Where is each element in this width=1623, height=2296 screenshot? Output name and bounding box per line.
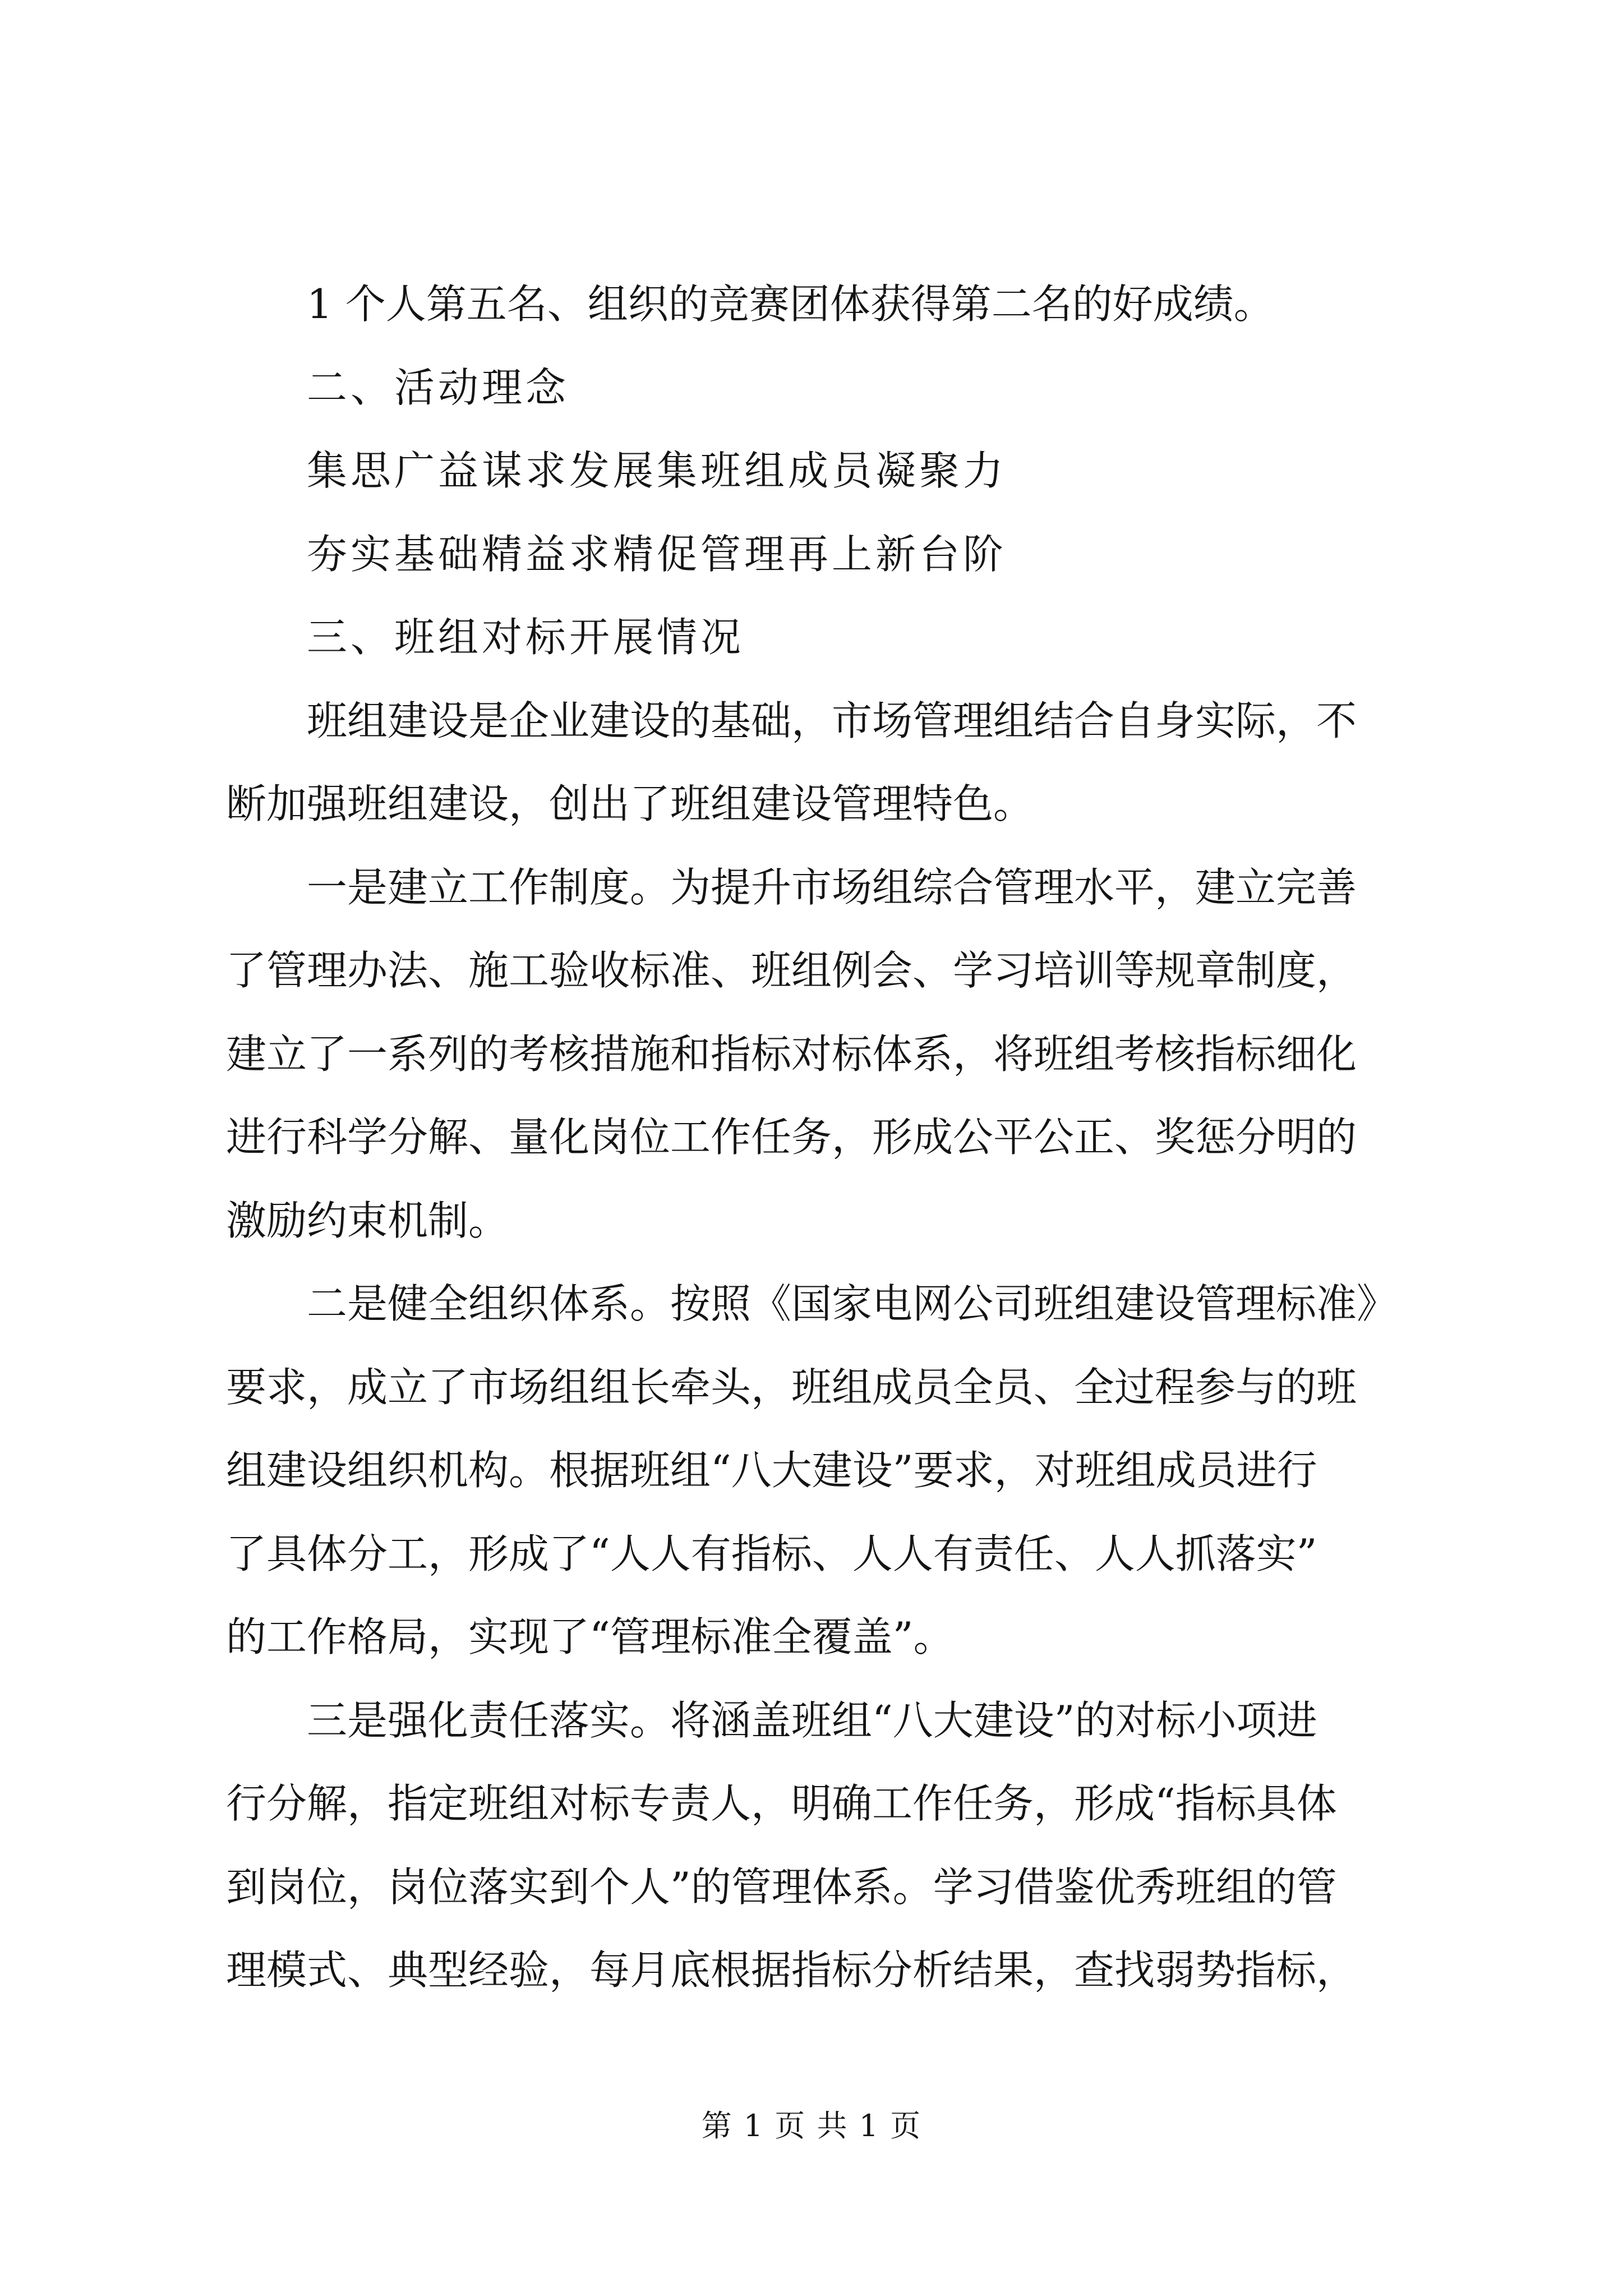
paragraph-line: 一是建立工作制度。为提升市场组综合管理水平，建立完善 [307,863,1357,911]
paragraph-line: 二是健全组织体系。按照《国家电网公司班组建设管理标准》 [307,1280,1398,1327]
paragraph-line: 的工作格局，实现了“管理标准全覆盖”。 [226,1613,954,1660]
page-footer: 第 1 页 共 1 页 [701,2108,922,2143]
paragraph-line: 断加强班组建设，创出了班组建设管理特色。 [226,780,1034,827]
paragraph-line: 要求，成立了市场组组长牵头，班组成员全员、全过程参与的班 [226,1363,1357,1411]
paragraph-line: 行分解，指定班组对标专责人，明确工作任务，形成“指标具体 [226,1780,1337,1827]
paragraph-line: 到岗位，岗位落实到个人”的管理体系。学习借鉴优秀班组的管 [226,1863,1337,1911]
paragraph-line: 了具体分工，形成了“人人有指标、人人有责任、人人抓落实” [226,1530,1317,1577]
slogan-line: 夯实基础精益求精促管理再上新台阶 [307,530,1007,578]
paragraph-line: 1 个人第五名、组织的竞赛团体获得第二名的好成绩。 [307,280,1274,328]
document-body [226,263,1406,2012]
paragraph-line: 激励约束机制。 [226,1197,509,1244]
paragraph-line: 进行科学分解、量化岗位工作任务，形成公平公正、奖惩分明的 [226,1114,1357,1161]
paragraph-line: 理模式、典型经验，每月底根据指标分析结果，查找弱势指标， [226,1947,1357,1994]
paragraph-line: 三是强化责任落实。将涵盖班组“八大建设”的对标小项进 [307,1696,1317,1744]
paragraph-line: 了管理办法、施工验收标准、班组例会、学习培训等规章制度， [226,947,1357,994]
paragraph-line: 班组建设是企业建设的基础，市场管理组结合自身实际，不 [307,697,1357,744]
paragraph-line: 建立了一系列的考核措施和指标对标体系，将班组考核指标细化 [226,1030,1357,1078]
section-heading: 二、活动理念 [307,364,570,411]
section-heading: 三、班组对标开展情况 [307,614,745,661]
slogan-line: 集思广益谋求发展集班组成员凝聚力 [307,447,1007,494]
paragraph-line: 组建设组织机构。根据班组“八大建设”要求，对班组成员进行 [226,1447,1317,1494]
